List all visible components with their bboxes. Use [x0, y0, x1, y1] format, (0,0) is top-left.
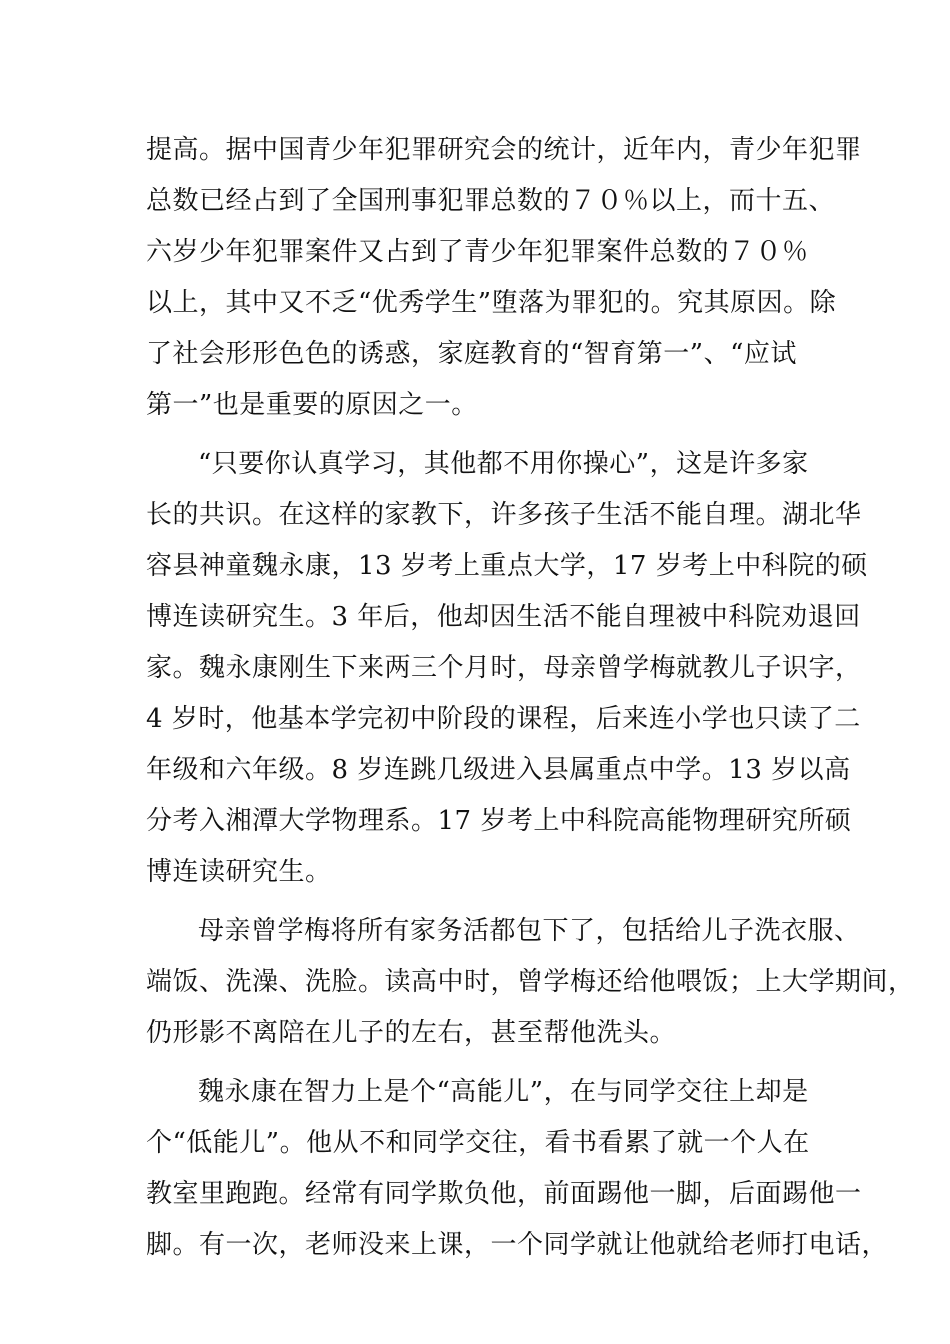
- text-line: 仍形影不离陪在儿子的左右，甚至帮他洗头。: [146, 1018, 677, 1048]
- text-line: “只要你认真学习，其他都不用你操心”，这是许多家: [198, 449, 809, 479]
- paragraph-1: [146, 125, 862, 431]
- text-line: 年级和六年级。8 岁连跳几级进入县属重点中学。13 岁以高: [146, 755, 851, 785]
- paragraph-4: [146, 1067, 889, 1271]
- paragraph-gap: [146, 1059, 826, 1067]
- paragraph-gap: [146, 898, 826, 906]
- text-line: 教室里跑跑。经常有同学欺负他，前面踢他一脚，后面踢他一: [146, 1179, 862, 1209]
- text-line: 母亲曾学梅将所有家务活都包下了，包括给儿子洗衣服、: [198, 916, 861, 946]
- paragraph-gap: [146, 431, 826, 439]
- paragraph-3: [146, 906, 915, 1059]
- text-line: 分考入湘潭大学物理系。17 岁考上中科院高能物理研究所硕: [146, 806, 852, 836]
- text-line: 第一”也是重要的原因之一。: [146, 390, 478, 420]
- paragraph-2: [146, 439, 868, 898]
- text-line: 4 岁时，他基本学完初中阶段的课程，后来连小学也只读了二: [146, 704, 861, 734]
- text-line: 总数已经占到了全国刑事犯罪总数的７０％以上，而十五、: [146, 186, 836, 216]
- text-line: 六岁少年犯罪案件又占到了青少年犯罪案件总数的７０％: [146, 237, 809, 267]
- text-line: 端饭、洗澡、洗脸。读高中时，曾学梅还给他喂饭；上大学期间，: [146, 967, 915, 997]
- text-line: 长的共识。在这样的家教下，许多孩子生活不能自理。湖北华: [146, 500, 862, 530]
- text-line: 博连读研究生。3 年后，他却因生活不能自理被中科院劝退回: [146, 602, 861, 632]
- document-body: [146, 125, 915, 1271]
- text-line: 以上，其中又不乏“优秀学生”堕落为罪犯的。究其原因。除: [146, 288, 837, 318]
- text-line: 了社会形形色色的诱惑，家庭教育的“智育第一”、“应试: [146, 339, 797, 369]
- text-line: 提高。据中国青少年犯罪研究会的统计，近年内，青少年犯罪: [146, 135, 862, 165]
- text-line: 个“低能儿”。他从不和同学交往，看书看累了就一个人在: [146, 1128, 810, 1158]
- text-line: 容县神童魏永康，13 岁考上重点大学，17 岁考上中科院的硕: [146, 551, 868, 581]
- text-line: 博连读研究生。: [146, 857, 332, 887]
- text-line: 家。魏永康刚生下来两三个月时，母亲曾学梅就教儿子识字，: [146, 653, 862, 683]
- text-line: 脚。有一次，老师没来上课，一个同学就让他就给老师打电话，: [146, 1230, 889, 1260]
- text-line: 魏永康在智力上是个“高能儿”，在与同学交往上却是: [198, 1077, 809, 1107]
